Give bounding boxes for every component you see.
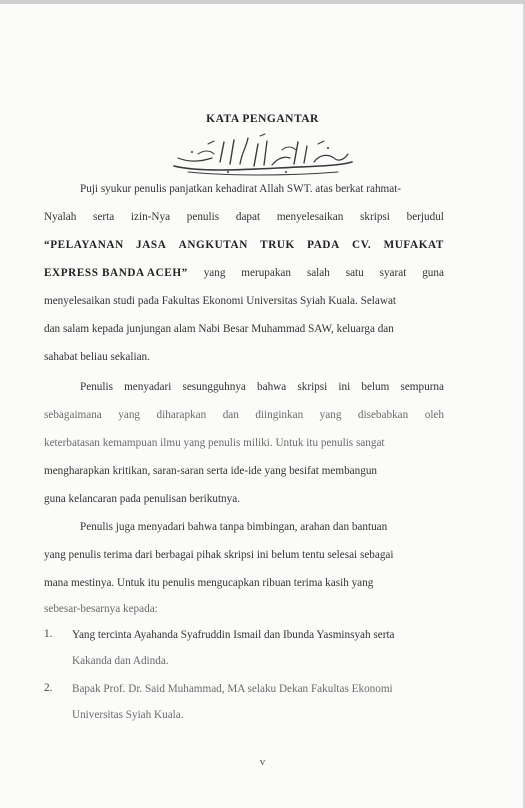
word: Nyalah	[44, 211, 77, 223]
word: sempurna	[400, 381, 444, 393]
paragraph-3-line-4: sebesar-besarnya kepada:	[44, 603, 158, 615]
list-item-number: 1.	[44, 628, 53, 640]
paragraph-2-line-1	[80, 380, 444, 394]
paragraph-1-line-2	[44, 210, 444, 224]
word: belum	[361, 381, 390, 393]
word: salah	[306, 267, 330, 279]
paragraph-1-line-6: dan salam kepada junjungan alam Nabi Besar Muhammad SAW, keluarga dan	[44, 323, 394, 335]
word: menyelesaikan	[276, 211, 344, 223]
word: serta	[93, 211, 115, 223]
word: bahwa	[257, 381, 287, 393]
list-item-2-line-1: Bapak Prof. Dr. Said Muhammad, MA selaku Dekan Fakultas Ekonomi	[72, 683, 393, 695]
word: Penulis	[80, 381, 113, 393]
paragraph-2-line-5: guna kelancaran pada penulisan berikutnya.	[44, 493, 241, 505]
paragraph-3-line-2: yang penulis terima dari berbagai pihak skripsi ini belum tentu selesai sebagai	[44, 549, 394, 561]
basmala-calligraphy	[168, 132, 358, 178]
paragraph-2-line-2	[44, 408, 444, 422]
list-item-1-line-2: Kakanda dan Adinda.	[72, 655, 169, 667]
word: ANGKUTAN	[178, 239, 248, 251]
paragraph-1-line-1: Puji syukur penulis panjatkan kehadirat Allah SWT. atas berkat rahmat-	[80, 183, 402, 195]
word: yang	[203, 267, 226, 279]
paragraph-1-line-3-thesis-title	[44, 238, 444, 252]
word: diharapkan	[156, 409, 207, 421]
word: skripsi	[360, 211, 390, 223]
word: guna	[422, 267, 444, 279]
word: yang	[118, 409, 141, 421]
scan-edge	[0, 0, 525, 4]
word: berjudul	[406, 211, 444, 223]
list-item-2-line-2: Universitas Syiah Kuala.	[72, 709, 184, 721]
word: sesungguhnya	[182, 381, 246, 393]
word: satu	[345, 267, 364, 279]
page-title: KATA PENGANTAR	[206, 113, 319, 125]
word: MUFAKAT	[383, 239, 444, 251]
word: dan	[222, 409, 239, 421]
word: syarat	[379, 267, 407, 279]
paragraph-1-line-5: menyelesaikan studi pada Fakultas Ekonomi Universitas Syiah Kuala. Selawat	[44, 295, 397, 307]
word: skripsi	[297, 381, 328, 393]
word: oleh	[424, 409, 444, 421]
paragraph-2-line-3: keterbatasan kemampuan ilmu yang penulis miliki. Untuk itu penulis sangat	[44, 437, 385, 449]
word: merupakan	[241, 267, 291, 279]
page-number: v	[259, 756, 266, 768]
word: “PELAYANAN	[44, 239, 124, 251]
word: ini	[338, 381, 351, 393]
thesis-title-end: EXPRESS BANDA ACEH”	[44, 267, 188, 279]
word: menyadari	[124, 381, 172, 393]
word: CV.	[352, 239, 372, 251]
paragraph-2-line-4: mengharapkan kritikan, saran-saran serta ide-ide yang besifat membangun	[44, 465, 378, 477]
word: izin-Nya	[130, 211, 171, 223]
word: penulis	[186, 211, 220, 223]
word: disebabkan	[357, 409, 409, 421]
paragraph-3-line-3: mana mestinya. Untuk itu penulis mengucapkan ribuan terima kasih yang	[44, 577, 374, 589]
word: PADA	[307, 239, 340, 251]
paragraph-1-line-4	[44, 266, 444, 280]
word: JASA	[136, 239, 167, 251]
word: TRUK	[260, 239, 295, 251]
list-item-number: 2.	[44, 682, 53, 694]
list-item-1-line-1: Yang tercinta Ayahanda Syafruddin Ismail dan Ibunda Yasminsyah serta	[72, 629, 395, 641]
paragraph-1-line-7: sahabat beliau sekalian.	[44, 351, 150, 363]
paragraph-3-line-1: Penulis juga menyadari bahwa tanpa bimbingan, arahan dan bantuan	[80, 521, 388, 533]
word: yang	[319, 409, 342, 421]
word: diinginkan	[255, 409, 304, 421]
word: dapat	[235, 211, 261, 223]
word: sebagaimana	[44, 409, 102, 421]
